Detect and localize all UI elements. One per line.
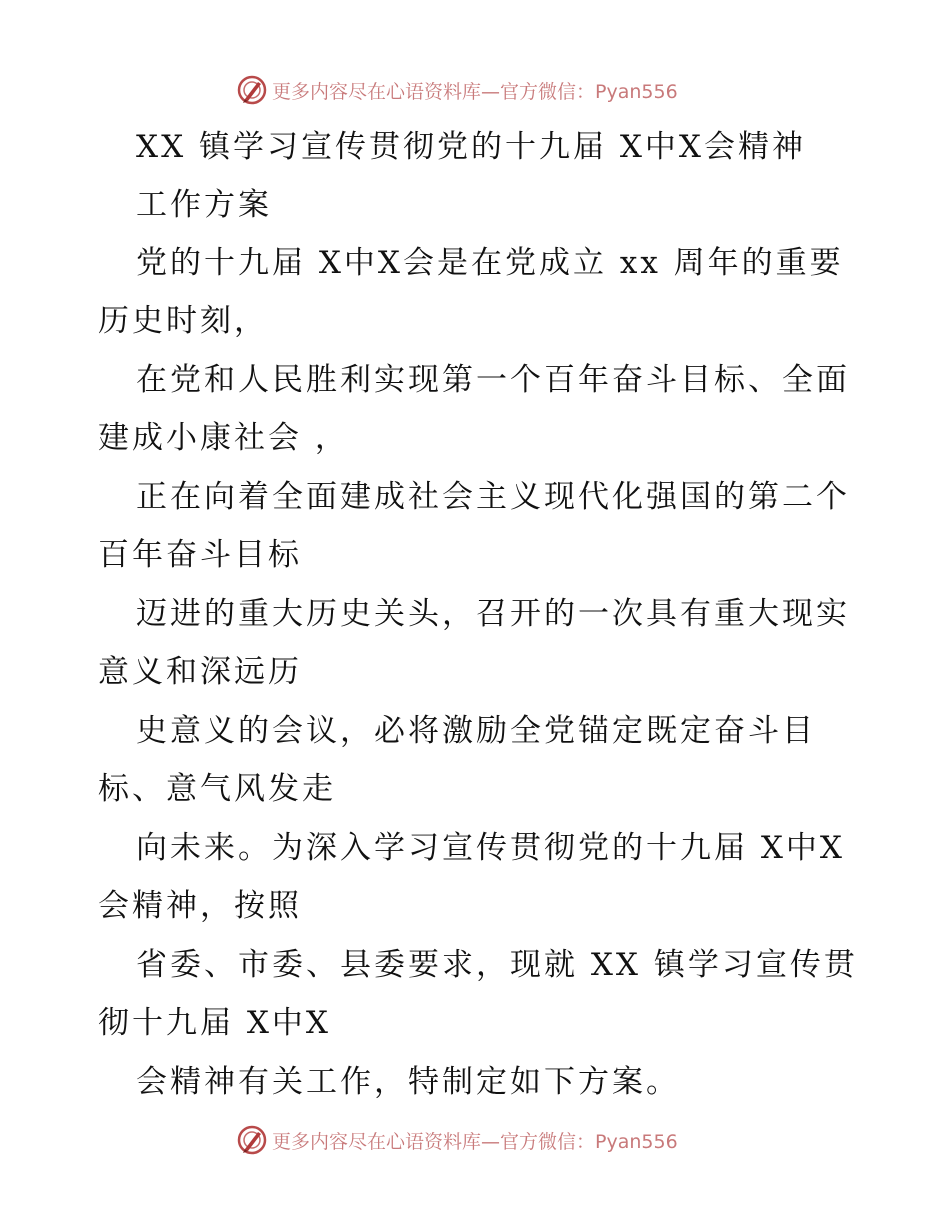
document-title-line-2: 工作方案 (136, 187, 272, 223)
paragraph-line: 建成小康社会 ， (98, 420, 349, 456)
paragraph-line: 百年奋斗目标 (98, 537, 302, 573)
paragraph-line: 彻十九届 X中X (98, 1005, 331, 1041)
paragraph-line: 向未来。为深入学习宣传贯彻党的十九届 X中X (136, 830, 845, 866)
paragraph-line: 在党和人民胜利实现第一个百年奋斗目标、全面 (136, 362, 850, 398)
document-title-line-1: XX 镇学习宣传贯彻党的十九届 X中X会精神 (136, 129, 806, 165)
paragraph-line: 党的十九届 X中X会是在党成立 xx 周年的重要 (136, 245, 844, 281)
paragraph-line: 正在向着全面建成社会主义现代化强国的第二个 (136, 479, 850, 515)
paragraph-line: 史意义的会议，必将激励全党锚定既定奋斗目 (136, 713, 816, 749)
paragraph-line: 标、意气风发走 (98, 771, 336, 807)
paragraph-line: 意义和深远历 (98, 654, 302, 690)
paragraph-line: 省委、市委、县委要求，现就 XX 镇学习宣传贯 (136, 947, 858, 983)
footer-watermark (236, 1123, 678, 1157)
header-watermark (236, 73, 678, 107)
pen-logo-icon (236, 1124, 268, 1156)
watermark-text: 更多内容尽在心语资料库—官方微信：Pyan556 (272, 80, 678, 103)
paragraph-line: 历史时刻， (98, 303, 268, 339)
paragraph-line: 迈进的重大历史关头，召开的一次具有重大现实 (136, 596, 850, 632)
paragraph-line: 会精神，按照 (98, 888, 302, 924)
pen-logo-icon (236, 74, 268, 106)
watermark-text: 更多内容尽在心语资料库—官方微信：Pyan556 (272, 1130, 678, 1153)
paragraph-line: 会精神有关工作，特制定如下方案。 (136, 1064, 680, 1100)
